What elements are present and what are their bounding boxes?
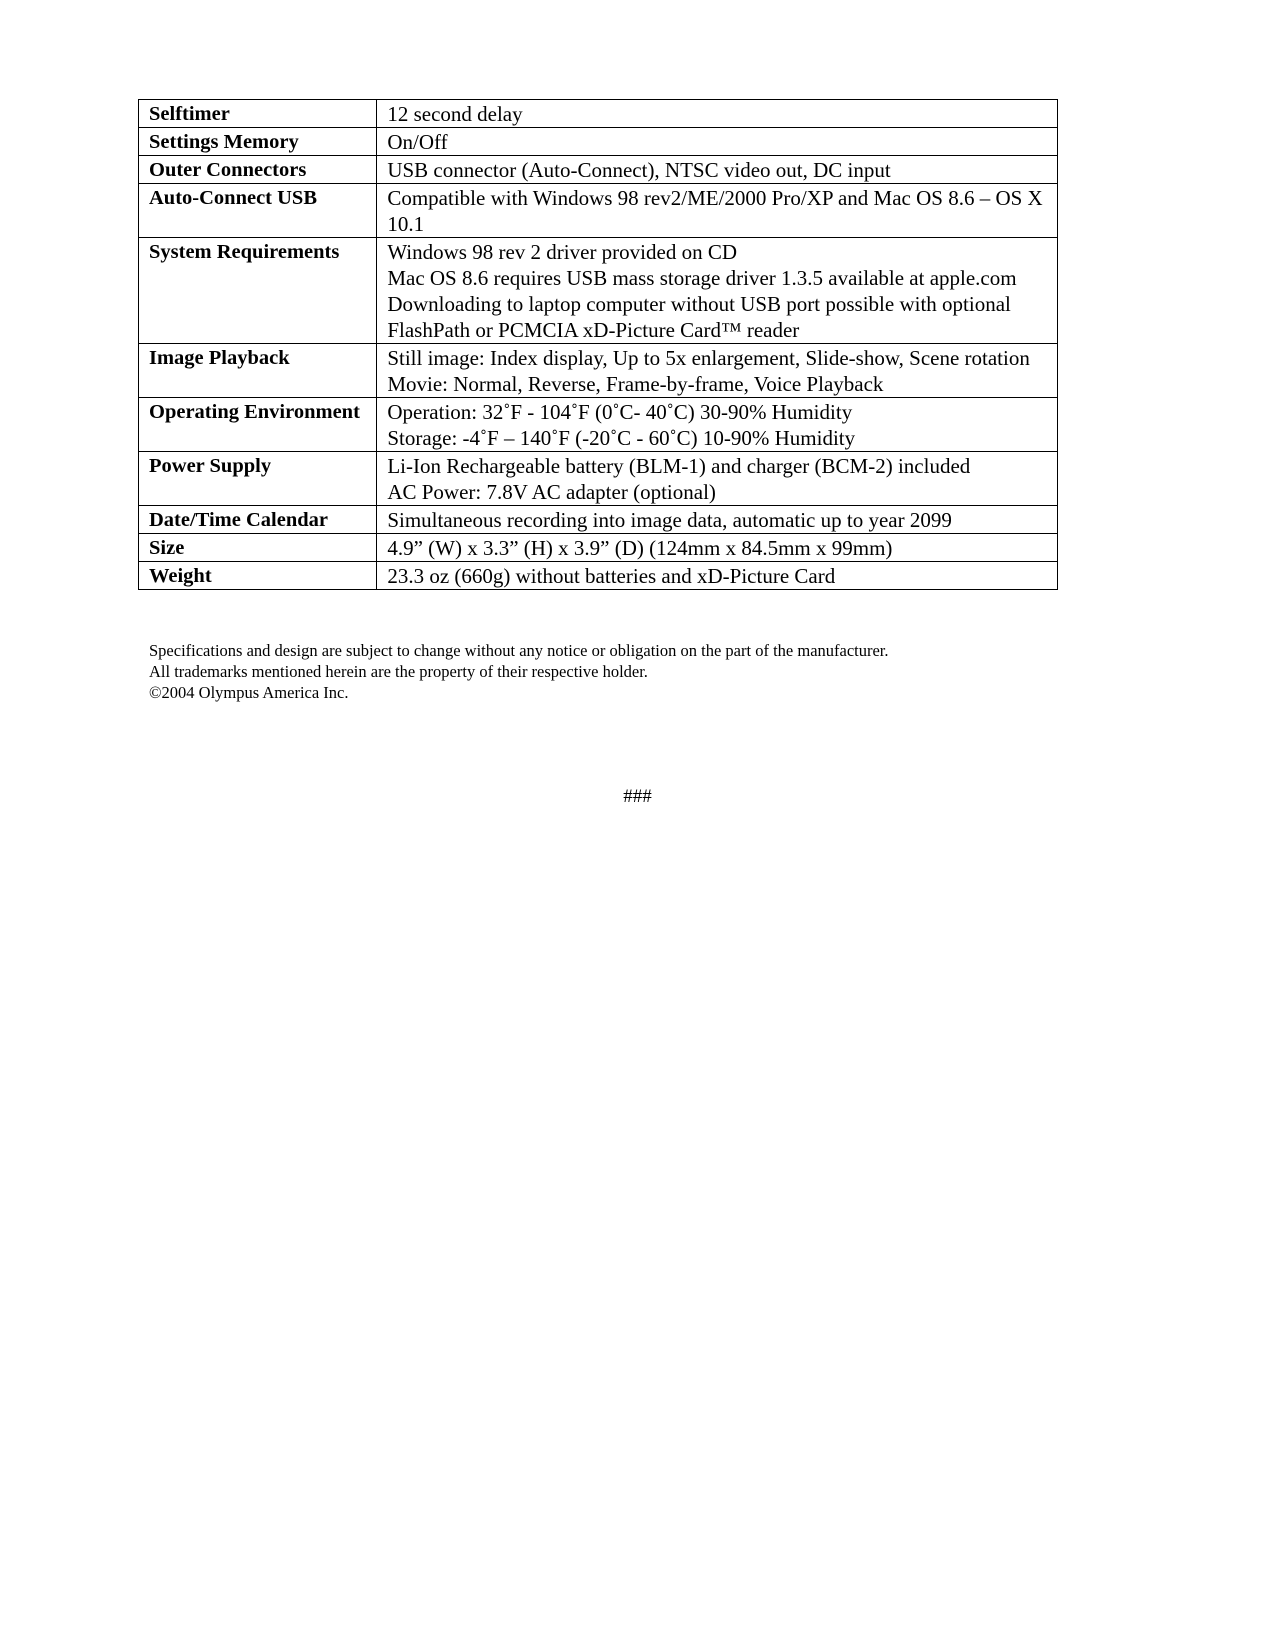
spec-label: Operating Environment bbox=[139, 398, 377, 452]
spec-value-line: 23.3 oz (660g) without batteries and xD-Picture Card bbox=[387, 564, 836, 588]
table-row bbox=[139, 156, 1058, 184]
table-row bbox=[139, 238, 1058, 344]
trademark-note: All trademarks mentioned herein are the property of their respective holder. bbox=[149, 662, 648, 681]
spec-label: System Requirements bbox=[139, 238, 377, 344]
spec-value bbox=[377, 534, 1058, 562]
footnotes bbox=[149, 640, 889, 703]
spec-value bbox=[377, 344, 1058, 398]
table-row bbox=[139, 398, 1058, 452]
table-row bbox=[139, 128, 1058, 156]
table-row bbox=[139, 506, 1058, 534]
spec-value bbox=[377, 100, 1058, 128]
spec-label: Weight bbox=[139, 562, 377, 590]
end-of-document-mark: ### bbox=[623, 786, 652, 807]
spec-value-line: AC Power: 7.8V AC adapter (optional) bbox=[387, 480, 716, 504]
spec-value-line: USB connector (Auto-Connect), NTSC video out, DC input bbox=[387, 158, 891, 182]
spec-value bbox=[377, 452, 1058, 506]
spec-value bbox=[377, 562, 1058, 590]
spec-value-line: Simultaneous recording into image data, automatic up to year 2099 bbox=[387, 508, 952, 532]
spec-value-line: Li-Ion Rechargeable battery (BLM-1) and charger (BCM-2) included bbox=[387, 454, 971, 478]
spec-value-line: Windows 98 rev 2 driver provided on CD bbox=[387, 240, 738, 264]
spec-value-line: Movie: Normal, Reverse, Frame-by-frame, Voice Playback bbox=[387, 372, 884, 396]
spec-label: Selftimer bbox=[139, 100, 377, 128]
table-row bbox=[139, 562, 1058, 590]
table-row bbox=[139, 534, 1058, 562]
spec-value-line: Compatible with Windows 98 rev2/ME/2000 Pro/XP and Mac OS 8.6 – OS X 10.1 bbox=[387, 186, 1043, 236]
spec-value bbox=[377, 398, 1058, 452]
table-row bbox=[139, 344, 1058, 398]
spec-label: Power Supply bbox=[139, 452, 377, 506]
spec-value-line: Still image: Index display, Up to 5x enlargement, Slide-show, Scene rotation bbox=[387, 346, 1030, 370]
spec-value-line: Mac OS 8.6 requires USB mass storage driver 1.3.5 available at apple.com bbox=[387, 266, 1017, 290]
spec-value bbox=[377, 128, 1058, 156]
spec-value-line: On/Off bbox=[387, 130, 448, 154]
spec-value bbox=[377, 506, 1058, 534]
table-row bbox=[139, 100, 1058, 128]
specifications-table bbox=[138, 99, 1058, 590]
spec-label: Date/Time Calendar bbox=[139, 506, 377, 534]
disclaimer-note: Specifications and design are subject to change without any notice or obligation on the part of the manufacturer. bbox=[149, 641, 889, 660]
table-row bbox=[139, 452, 1058, 506]
spec-label: Image Playback bbox=[139, 344, 377, 398]
spec-value-line: Downloading to laptop computer without USB port possible with optional FlashPath or PCMCIA xD-Picture Card™ reader bbox=[387, 292, 1011, 342]
spec-label: Outer Connectors bbox=[139, 156, 377, 184]
spec-value-line: Storage: -4˚F – 140˚F (-20˚C - 60˚C) 10-90% Humidity bbox=[387, 426, 856, 450]
spec-label: Size bbox=[139, 534, 377, 562]
spec-value bbox=[377, 238, 1058, 344]
spec-value bbox=[377, 156, 1058, 184]
spec-label: Settings Memory bbox=[139, 128, 377, 156]
spec-value-line: 4.9” (W) x 3.3” (H) x 3.9” (D) (124mm x 84.5mm x 99mm) bbox=[387, 536, 893, 560]
table-row bbox=[139, 184, 1058, 238]
copyright-note: ©2004 Olympus America Inc. bbox=[149, 683, 349, 702]
spec-value bbox=[377, 184, 1058, 238]
spec-value-line: Operation: 32˚F - 104˚F (0˚C- 40˚C) 30-90% Humidity bbox=[387, 400, 853, 424]
spec-label: Auto-Connect USB bbox=[139, 184, 377, 238]
spec-value-line: 12 second delay bbox=[387, 102, 523, 126]
